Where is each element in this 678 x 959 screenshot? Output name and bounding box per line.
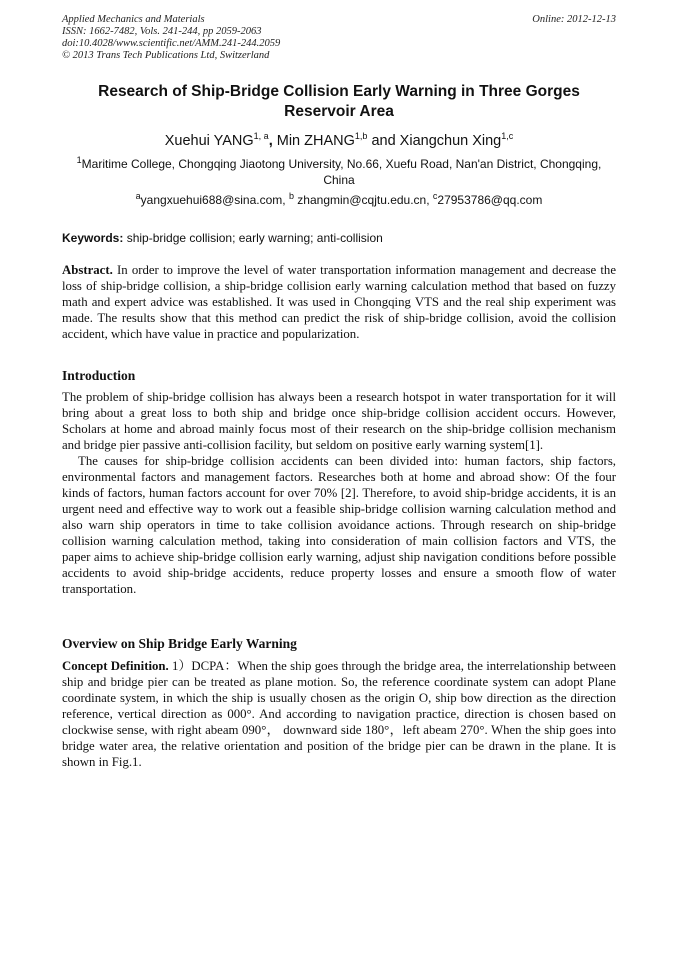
email-address: 27953786@qq.com: [437, 193, 543, 207]
paragraph: The problem of ship-bridge collision has always been a research hotspot in water transportation for it will bring about a great loss to both ship and bridge once ship-bridge collision accident occurs. However, Scholars at home and abroad mainly focus most of their research on the ship-bridge collision mechanism and bridge pier passive anti-collision facility, but seldom on positive early warning system[1].: [62, 390, 616, 452]
keywords: [62, 230, 616, 246]
abstract-text: In order to improve the level of water transportation information management and decrease the loss of ship-bridge collision, a ship-bridge collision early warning calculation method that based on fuzzy math and expert advice was established. It was used in Chongqing VTS and the real ship experiment was made. The results show that this method can predict the risk of ship-bridge collision, avoid the collision accident, which have value in practice and popularization.: [62, 263, 616, 341]
concept-text: 1）DCPA：When the ship goes through the bridge area, the interrelationship between ship and bridge pier can be treated as plane motion. So, the reference coordinate system can adopt Plane coordinate system, in which the ship is usually chosen as the origin O, ship bow direction as the direction reference, vertical direction as 000°. And according to navigation practice, direction is chosen based on clockwise sense, with right abeam 090°， downward side 180°，left abeam 270°. When the ship goes into bridge water area, the relative orientation and position of the bridge pier can be drawn in the plane. It is shown in Fig.1.: [62, 659, 616, 769]
author-separator: and: [367, 133, 400, 149]
email-list: [62, 192, 616, 208]
journal-name: Applied Mechanics and Materials: [62, 14, 205, 25]
email-superscript: b: [288, 191, 294, 201]
author-superscript: 1, a: [253, 131, 269, 142]
section-heading-introduction: Introduction: [62, 368, 136, 383]
author-list: [62, 132, 616, 150]
email-superscript: c: [432, 191, 438, 201]
affiliation-text: Maritime College, Chongqing Jiaotong University, No.66, Xuefu Road, Nan'an District, Chongqing, China: [81, 157, 602, 187]
doi-line: doi:10.4028/www.scientific.net/AMM.241-244.2059: [62, 38, 281, 49]
affiliation-superscript: 1: [76, 155, 82, 165]
author-name: Xiangchun Xing: [399, 133, 502, 149]
author-name: Xuehui YANG: [164, 133, 254, 149]
paragraph: The causes for ship-bridge collision accidents can been divided into: human factors, ship factors, environmental factors and management factors. Researches both at home and abroad show: Of the four kinds of factors, human factors account for over 70% [2]. Therefore, to avoid ship-bridge accidents, it is an urgent need and effective way to work out a feasible ship-bridge collision warning calculation method and also warn ship operators in time to take collision avoidance actions. Through research on ship-bridge collision warning calculation method, taking into consideration of main collision factors and VTS, the paper aims to achieve ship-bridge collision early warning, adjust ship navigation conditions before possible accidents to avoid ship-bridge accidents, reduce property losses and ensure a smooth flow of water transportation.: [62, 454, 616, 596]
author-name: Min ZHANG: [276, 133, 355, 149]
abstract-label: Abstract.: [62, 263, 113, 277]
paper-title: Research of Ship-Bridge Collision Early Warning in Three Gorges Reservoir Area: [98, 83, 580, 120]
author-superscript: 1,c: [501, 131, 514, 142]
journal-header: [62, 14, 616, 62]
email-superscript: a: [135, 191, 141, 201]
abstract: [62, 262, 616, 342]
author-separator: ,: [268, 133, 277, 149]
author-superscript: 1,b: [354, 131, 368, 142]
online-date: Online: 2012-12-13: [532, 14, 616, 25]
keywords-label: Keywords:: [62, 231, 124, 245]
email-address: zhangmin@cqjtu.edu.cn,: [293, 193, 433, 207]
email-address: yangxuehui688@sina.com,: [140, 193, 289, 207]
introduction-body: [62, 389, 616, 597]
section-heading-overview: Overview on Ship Bridge Early Warning: [62, 636, 297, 651]
copyright-line: © 2013 Trans Tech Publications Ltd, Switzerland: [62, 50, 270, 61]
affiliation: [62, 156, 616, 188]
keywords-text: ship-bridge collision; early warning; anti-collision: [123, 231, 383, 245]
concept-definition: [62, 658, 616, 770]
concept-label: Concept Definition.: [62, 659, 169, 673]
issn-line: ISSN: 1662-7482, Vols. 241-244, pp 2059-2063: [62, 26, 262, 37]
